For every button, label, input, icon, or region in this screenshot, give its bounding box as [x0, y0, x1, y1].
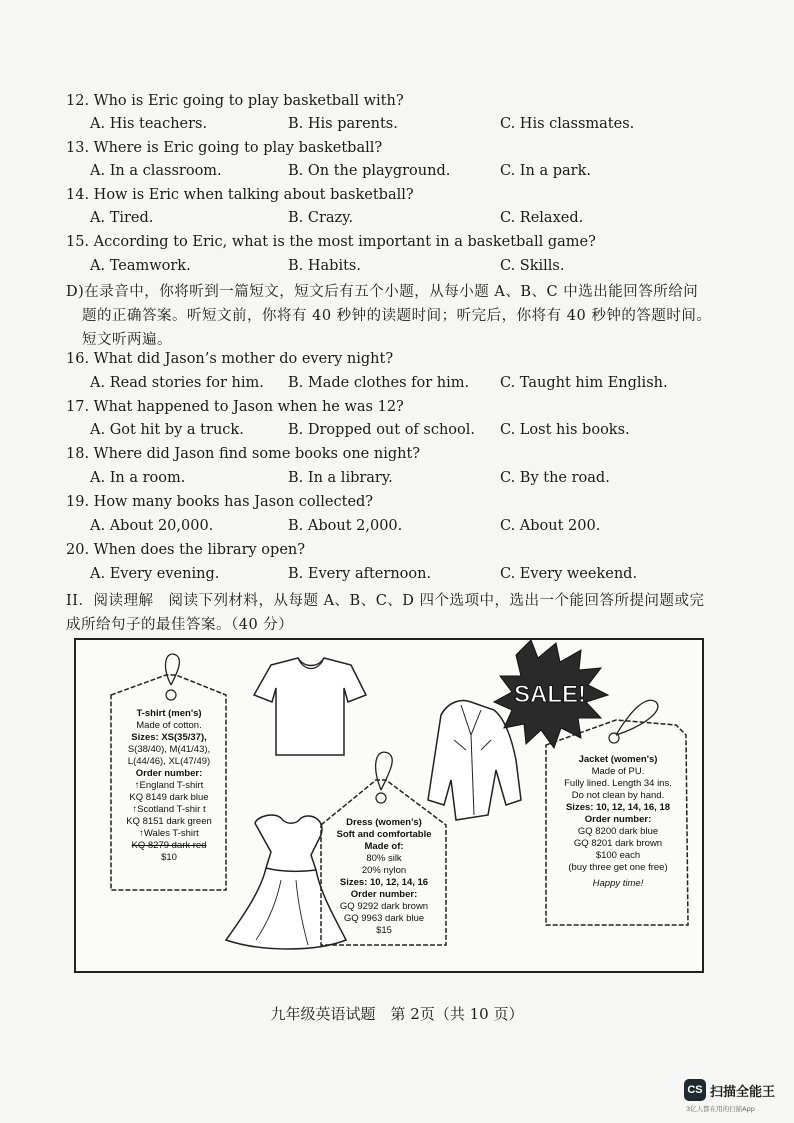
option-a: A. Read stories for him.	[90, 375, 264, 391]
option-b: B. Habits.	[288, 258, 361, 274]
page-footer: 九年级英语试题 第 2页（共 10 页）	[270, 1005, 524, 1023]
camscanner-subtitle: 3亿人都在用的扫描App	[686, 1105, 755, 1113]
jacket-title: Jacket (women's)	[578, 754, 658, 765]
option-a: A. About 20,000.	[90, 518, 214, 534]
dress-order-code: GQ 9292 dark brown	[339, 901, 429, 912]
tshirt-order-item: ↑Wales T-shirt	[139, 828, 199, 839]
option-c: C. Relaxed.	[500, 210, 584, 226]
jacket-order-label: Order number:	[584, 814, 652, 825]
tshirt-sizes-line: L(44/46), XL(47/49)	[127, 756, 211, 767]
question-stem: 19. How many books has Jason collected?	[66, 494, 374, 510]
jacket-price: $100 each	[595, 850, 641, 861]
option-a: A. Got hit by a truck.	[90, 422, 244, 438]
option-a: A. Every evening.	[90, 566, 220, 582]
tshirt-order-label: Order number:	[135, 768, 203, 779]
option-c: C. Taught him English.	[500, 375, 668, 391]
question-stem: 18. Where did Jason find some books one night?	[66, 446, 421, 462]
option-b: B. About 2,000.	[288, 518, 403, 534]
tshirt-sizes-label: Sizes: XS(35/37),	[131, 732, 207, 743]
option-b: B. Dropped out of school.	[288, 422, 476, 438]
dress-material-label: Made of:	[364, 841, 404, 852]
option-c: C. About 200.	[500, 518, 601, 534]
camscanner-title: 扫描全能王	[710, 1085, 776, 1100]
jacket-detail: Do not clean by hand.	[571, 790, 665, 801]
option-b: B. Every afternoon.	[288, 566, 432, 582]
tshirt-order-code: KQ 8151 dark green	[126, 816, 212, 827]
jacket-icon	[428, 701, 521, 820]
instruction-line: II．阅读理解 阅读下列材料，从每题 A、B、C、D 四个选项中，选出一个能回答所提问题或完	[66, 593, 705, 609]
instruction-line: 成所给句子的最佳答案。（40 分）	[66, 617, 294, 633]
jacket-tag-hole	[609, 733, 619, 743]
instruction-line: D)在录音中，你将听到一篇短文，短文后有五个小题，从每小题 A、B、C 中选出能回答所给问	[66, 284, 699, 300]
jacket-tag-text	[548, 754, 688, 890]
dress-sizes: Sizes: 10, 12, 14, 16	[339, 877, 429, 888]
camscanner-logo-icon: CS	[684, 1079, 706, 1101]
option-c: C. By the road.	[500, 470, 610, 486]
jacket-slogan: Happy time!	[592, 878, 644, 889]
jacket-sizes: Sizes: 10, 12, 14, 16, 18	[565, 802, 671, 813]
option-b: B. Made clothes for him.	[288, 375, 470, 391]
question-stem: 12. Who is Eric going to play basketball with?	[66, 93, 404, 109]
sale-text: SALE!	[514, 681, 586, 708]
option-b: B. On the playground.	[288, 163, 451, 179]
dress-price: $15	[376, 925, 392, 936]
option-c: C. His classmates.	[500, 116, 635, 132]
tshirt-order-code: KQ 8149 dark blue	[129, 792, 209, 803]
dress-description: Soft and comfortable	[336, 829, 432, 840]
question-stem: 17. What happened to Jason when he was 12?	[66, 399, 404, 415]
question-stem: 13. Where is Eric going to play basketball?	[66, 140, 383, 156]
option-b: B. His parents.	[288, 116, 398, 132]
tshirt-price: $10	[161, 852, 177, 863]
option-c: C. Every weekend.	[500, 566, 638, 582]
question-stem: 15. According to Eric, what is the most important in a basketball game?	[66, 234, 596, 250]
option-b: B. Crazy.	[288, 210, 354, 226]
jacket-material: Made of PU.	[591, 766, 645, 777]
jacket-order-code: GQ 8200 dark blue	[577, 826, 659, 837]
tshirt-order-item: ↑Scotland T-shir t	[132, 804, 206, 815]
option-a: A. Teamwork.	[90, 258, 191, 274]
clothing-ad-panel	[74, 638, 704, 973]
question-stem: 16. What did Jason’s mother do every night?	[66, 351, 394, 367]
option-a: A. Tired.	[90, 210, 154, 226]
dress-tag-string	[376, 752, 393, 790]
instruction-line: 题的正确答案。听短文前，你将有 40 秒钟的读题时间；听完后，你将有 40 秒钟的答题时间。	[82, 308, 712, 324]
dress-material: 80% silk	[366, 853, 402, 864]
dress-order-label: Order number:	[350, 889, 418, 900]
jacket-detail: Fully lined. Length 34 ins.	[564, 778, 672, 789]
question-stem: 20. When does the library open?	[66, 542, 306, 558]
instruction-line: 短文听两遍。	[82, 332, 172, 348]
dress-material: 20% nylon	[361, 865, 407, 876]
dress-tag-text	[320, 817, 448, 937]
dress-order-code: GQ 9963 dark blue	[343, 913, 425, 924]
tshirt-tag-text	[110, 708, 228, 864]
jacket-order-code: GQ 8201 dark brown	[573, 838, 663, 849]
tshirt-sizes-line: S(38/40), M(41/43),	[127, 744, 211, 755]
question-stem: 14. How is Eric when talking about basketball?	[66, 187, 414, 203]
option-b: B. In a library.	[288, 470, 393, 486]
option-c: C. Lost his books.	[500, 422, 630, 438]
tshirt-order-item: ↑England T-shirt	[134, 780, 204, 791]
option-a: A. In a room.	[90, 470, 186, 486]
option-a: A. His teachers.	[90, 116, 208, 132]
option-c: C. In a park.	[500, 163, 591, 179]
jacket-tag-string	[616, 700, 658, 735]
dress-tag-hole	[376, 793, 386, 803]
option-a: A. In a classroom.	[90, 163, 222, 179]
option-c: C. Skills.	[500, 258, 565, 274]
tshirt-tag-string	[166, 654, 180, 685]
tshirt-order-code: KQ 8279 dark red	[131, 840, 207, 851]
dress-title: Dress (women's)	[346, 817, 422, 828]
tshirt-title: T-shirt (men's)	[136, 708, 202, 719]
jacket-offer: (buy three get one free)	[568, 862, 668, 873]
tshirt-icon	[254, 658, 366, 755]
tshirt-tag-hole	[166, 690, 176, 700]
tshirt-material: Made of cotton.	[136, 720, 202, 731]
